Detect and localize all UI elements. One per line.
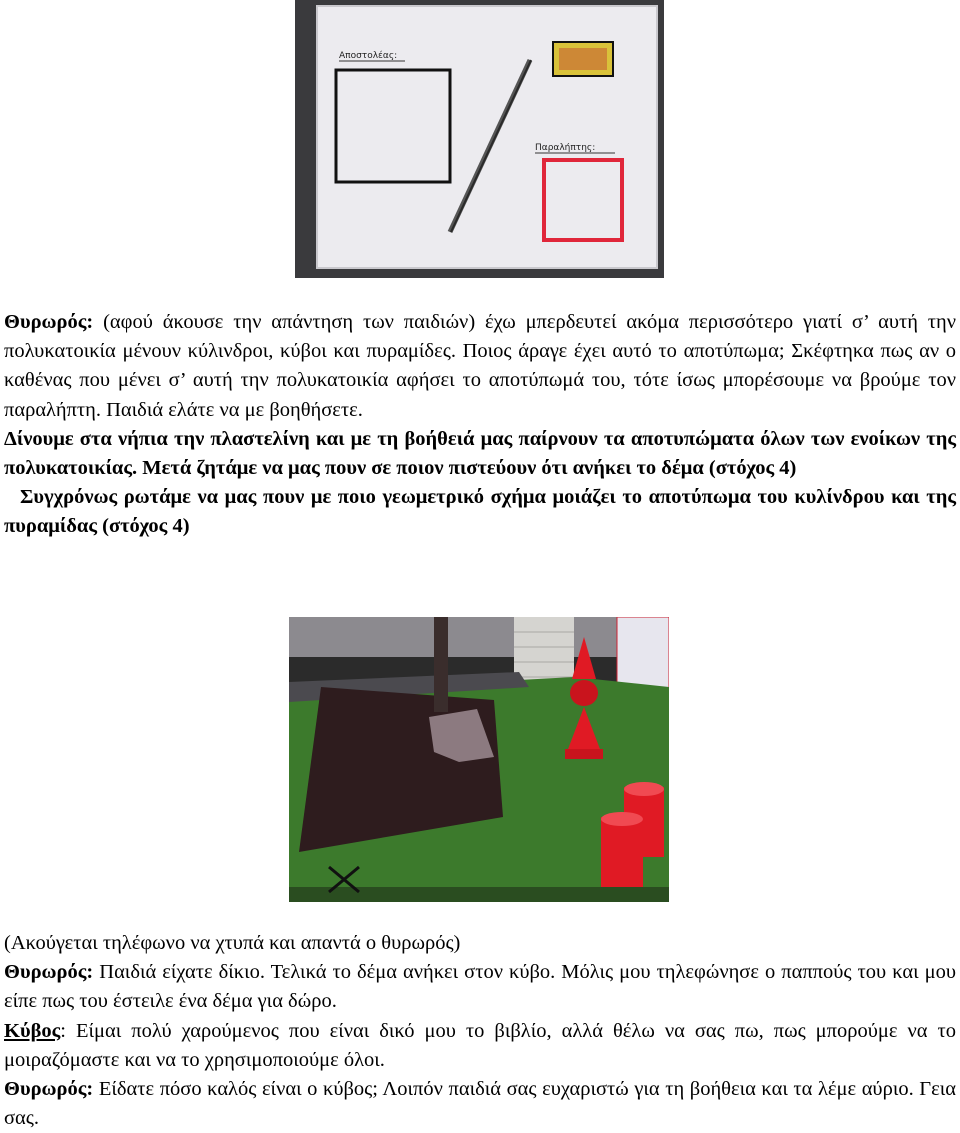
- doorman-paragraph-3: [4, 1075, 956, 1133]
- doorman-line-3: Είδατε πόσο καλός είναι ο κύβος; Λοιπόν παιδιά σας ευχαριστώ για τη βοήθεια και τα λέμε αύριο. Γεια σας.: [4, 1078, 956, 1130]
- instruction-paragraph-2: [4, 483, 956, 541]
- dialogue-block-2: [4, 929, 956, 1133]
- speaker-cube: Κύβος: [4, 1019, 61, 1042]
- dialogue-block-1: [4, 308, 956, 542]
- model-building-image: [289, 617, 669, 902]
- doorman-paragraph-1: [4, 308, 956, 425]
- model-building-photo: [289, 617, 669, 902]
- speaker-doorman-3: Θυρωρός:: [4, 1078, 94, 1101]
- instruction-paragraph-1: Δίνουμε στα νήπια την πλαστελίνη και με τη βοήθειά μας παίρνουν τα αποτυπώματα όλων των ενοίκων της πολυκατοικίας. Μετά ζητάμε να μας πουν σε ποιον πιστεύουν ότι ανήκει το δέμα (στόχος 4): [4, 427, 956, 480]
- cube-paragraph: [4, 1017, 956, 1075]
- cube-line: : Είμαι πολύ χαρούμενος που είναι δικό μου το βιβλίο, αλλά θέλω να σας πω, πως μπορούμε να το μοιραζόμαστε και να το χρησιμοποιούμε όλοι.: [4, 1019, 956, 1071]
- speaker-doorman-2: Θυρωρός:: [4, 961, 94, 984]
- doorman-paragraph-2: [4, 958, 956, 1016]
- doorman-line-1: (αφού άκουσε την απάντηση των παιδιών) έχω μπερδευτεί ακόμα περισσότερο γιατί σ’ αυτή την πολυκατοικία μένουν κύλινδροι, κύβοι και πυραμίδες. Ποιος άραγε έχει αυτό το αποτύπωμα; Σκέφτηκα πως αν ο καθένας που μένει σ’ αυτή την πολυκατοικία αφήσει το αποτύπωμά του, τότε ίσως μπορέσουμε να βρούμε τον παραλήπτη. Παιδιά ελάτε να με βοηθήσετε.: [4, 311, 957, 421]
- receiver-label: Παραλήπτης:: [535, 143, 596, 153]
- speaker-doorman: Θυρωρός:: [4, 311, 94, 333]
- envelope-drawing-image: [295, 0, 664, 278]
- instruction-line-2: Συγχρόνως ρωτάμε να μας πουν με ποιο γεωμετρικό σχήμα μοιάζει το αποτύπωμα του κυλίνδρου και της πυραμίδας (στόχος 4): [4, 486, 956, 538]
- red-cylinder-2: [601, 817, 643, 892]
- doorman-line-2: Παιδιά είχατε δίκιο. Τελικά το δέμα ανήκει στον κύβο. Μόλις μου τηλεφώνησε ο παππούς του και μου είπε πως του έστειλε ένα δέμα για δώρο.: [4, 961, 956, 1013]
- sender-label: Αποστολέας:: [339, 51, 398, 61]
- white-box: [617, 617, 669, 692]
- envelope-drawing-photo: [295, 0, 664, 278]
- stick: [434, 617, 448, 712]
- stage-direction: (Ακούγεται τηλέφωνο να χτυπά και απαντά ο θυρωρός): [4, 932, 461, 954]
